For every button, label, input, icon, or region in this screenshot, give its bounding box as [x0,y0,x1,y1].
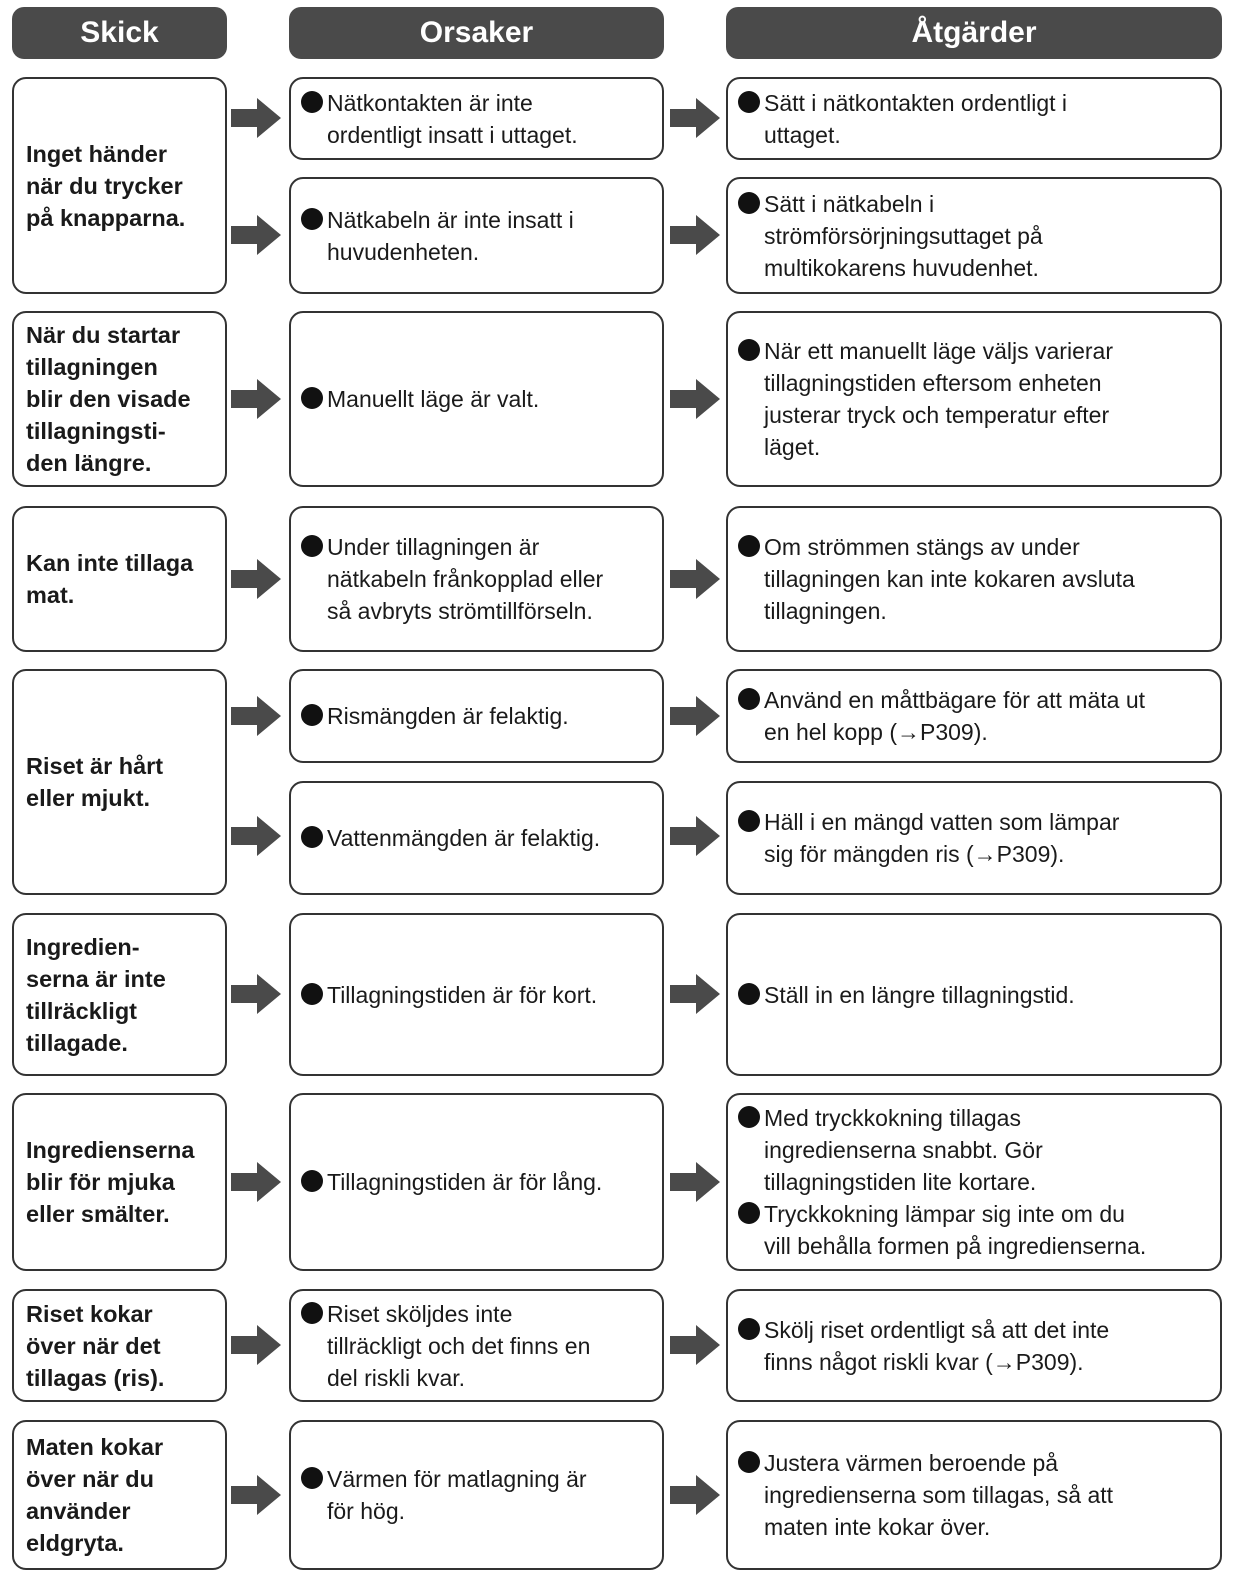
cause-text: Under tillagningen är nätkabeln frånkopplad eller så avbryts strömtillförseln. [327,534,604,624]
bullet-icon [301,1302,323,1324]
action-text: Justera värmen beroende på ingredienserna som tillagas, så att maten inte kokar över. [764,1450,1114,1540]
bullet-icon [301,535,323,557]
bullet-icon [738,91,760,113]
arrow-right-icon [670,215,720,255]
arrow-right-icon [231,215,281,255]
action-text: Skölj riset ordentligt så att det inte finns något riskli kvar (→P309). [764,1316,1110,1375]
cause-text: Vattenmängden är felaktig. [327,825,601,851]
action-text: Tryckkokning lämpar sig inte om du vill behålla formen på ingredienserna. [764,1201,1147,1259]
condition-text: När du startar tillagningen blir den visade tillagningsti- den längre. [26,322,191,476]
bullet-icon [301,704,323,726]
arrow-right-icon [231,816,281,856]
arrow-right-icon [231,1325,281,1365]
arrow-right-icon [670,696,720,736]
action-text: Ställ in en längre tillagningstid. [764,981,1075,1008]
condition-text: Riset kokar över när det tillagas (ris). [26,1300,165,1391]
arrow-right-icon [670,379,720,419]
cause-box [289,77,664,160]
header-actions: Åtgärder [726,7,1222,59]
bullet-icon [738,535,760,557]
condition-text: Maten kokar över när du använder eldgryta. [26,1434,164,1556]
condition-box [12,669,227,895]
cause-text: Värmen för matlagning är för hög. [327,1466,587,1524]
bullet-icon [301,91,323,113]
action-text: Sätt i nätkabeln i strömförsörjningsuttaget på multikokarens huvudenhet. [764,190,1043,281]
action-box [726,177,1222,294]
cause-text: Rismängden är felaktig. [327,703,569,729]
cause-box [289,669,664,763]
action-text: Om strömmen stängs av under tillagningen kan inte kokaren avsluta tillagningen. [764,534,1135,624]
header-causes: Orsaker [289,7,664,59]
bullet-icon [738,192,760,214]
arrow-right-icon [231,98,281,138]
arrow-right-icon [231,1162,281,1202]
action-box [726,1093,1222,1271]
condition-box [12,506,227,652]
condition-text: Riset är hårt eller mjukt. [26,753,164,811]
cause-box [289,781,664,895]
arrow-right-icon [670,816,720,856]
bullet-icon [301,826,323,848]
arrow-right-icon [670,1475,720,1515]
action-box [726,781,1222,895]
arrow-right-icon [231,559,281,599]
cause-box [289,311,664,487]
action-text: Använd en måttbägare för att mäta ut en hel kopp (→P309). [764,687,1146,745]
cause-box [289,1093,664,1271]
cause-box [289,1420,664,1570]
arrow-right-icon [231,379,281,419]
action-box [726,1420,1222,1570]
action-box [726,506,1222,652]
cause-box [289,506,664,652]
arrow-right-icon [231,974,281,1014]
condition-box [12,77,227,294]
arrow-right-icon [670,974,720,1014]
action-box [726,669,1222,763]
action-box [726,1289,1222,1402]
bullet-icon [301,1170,323,1192]
condition-box [12,1093,227,1271]
cause-box [289,177,664,294]
bullet-icon [738,983,760,1005]
arrow-right-icon [670,1325,720,1365]
arrow-right-icon [670,98,720,138]
bullet-icon [738,1106,760,1128]
cause-text: Manuellt läge är valt. [327,386,540,412]
condition-text: Kan inte tillaga mat. [26,550,194,608]
action-text: Sätt i nätkontakten ordentligt i uttaget. [764,89,1068,148]
arrow-right-icon [231,1475,281,1515]
bullet-icon [738,810,760,832]
condition-box [12,913,227,1076]
condition-text: Ingredien- serna är inte tillräckligt tillagade. [26,933,166,1056]
cause-text: Riset sköljdes inte tillräckligt och det finns en del riskli kvar. [327,1300,591,1391]
cause-text: Tillagningstiden är för kort. [327,981,598,1008]
condition-box [12,311,227,487]
condition-box [12,1420,227,1570]
bullet-icon [301,983,323,1005]
action-text: Häll i en mängd vatten som lämpar sig för mängden ris (→P309). [764,809,1120,867]
bullet-icon [738,339,760,361]
bullet-icon [738,1451,760,1473]
cause-text: Tillagningstiden är för lång. [327,1169,603,1195]
action-text: När ett manuellt läge väljs varierar tillagningstiden eftersom enheten justerar tryck och temperatur efter läget. [764,338,1113,460]
cause-text: Nätkabeln är inte insatt i huvudenheten. [327,206,574,265]
cause-text: Nätkontakten är inte ordentligt insatt i uttaget. [327,89,578,148]
bullet-icon [738,688,760,710]
action-box [726,913,1222,1076]
arrow-right-icon [670,1162,720,1202]
bullet-icon [301,208,323,230]
arrow-right-icon [231,696,281,736]
action-text: Med tryckkokning tillagas ingredienserna snabbt. Gör tillagningstiden lite kortare. [764,1105,1043,1195]
bullet-icon [301,1467,323,1489]
header-condition: Skick [12,7,227,59]
cause-box [289,913,664,1076]
action-box [726,77,1222,160]
bullet-icon [738,1202,760,1224]
condition-text: Inget händer när du trycker på knapparna. [26,140,186,231]
condition-box [12,1289,227,1402]
condition-text: Ingredienserna blir för mjuka eller smälter. [26,1137,195,1227]
bullet-icon [738,1318,760,1340]
arrow-right-icon [670,559,720,599]
cause-box [289,1289,664,1402]
bullet-icon [301,387,323,409]
action-box [726,311,1222,487]
